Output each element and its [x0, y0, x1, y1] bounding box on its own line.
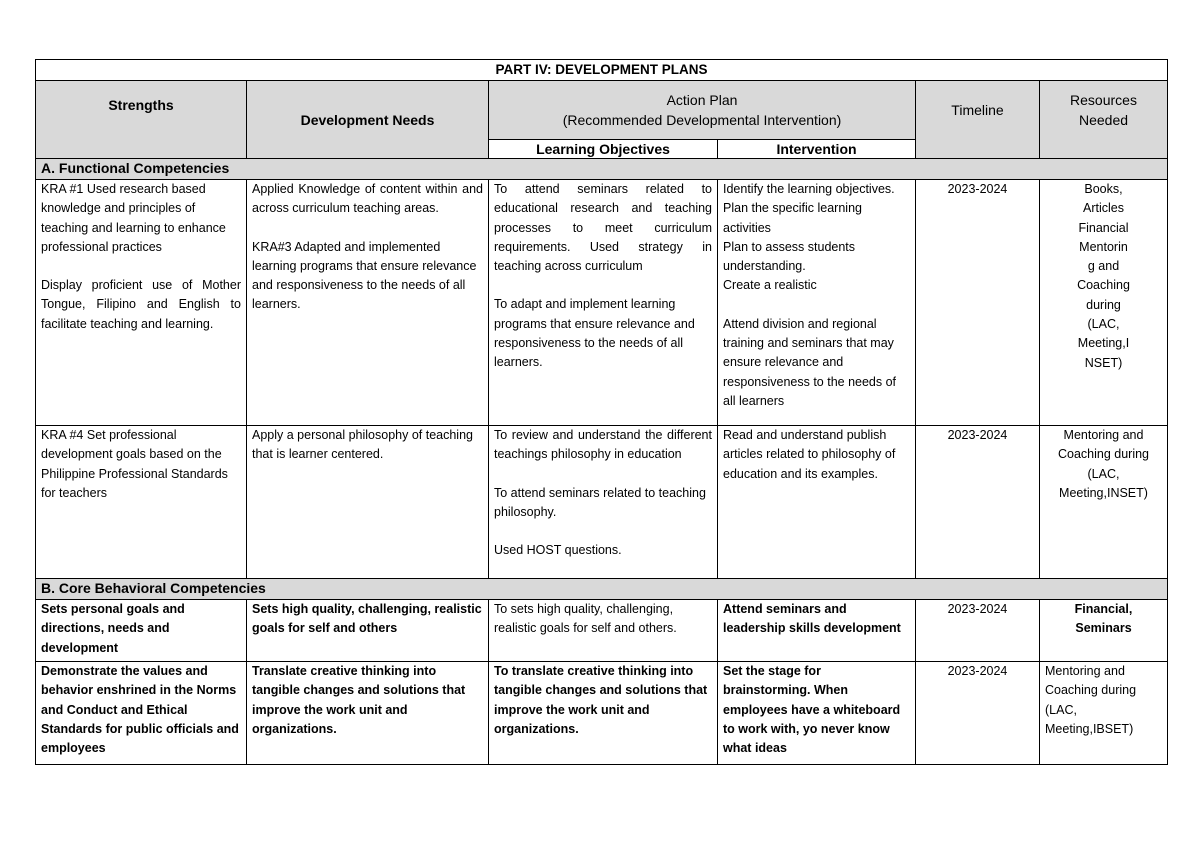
- section-functional-competencies: A. Functional Competencies: [36, 159, 1168, 180]
- action-plan-title: Action Plan: [666, 92, 738, 108]
- strength-cell: Demonstrate the values and behavior enshrined in the Norms and Conduct and Ethical Standards for public officials and employees: [36, 662, 247, 765]
- need-cell: [247, 180, 489, 426]
- header-strengths: Strengths: [36, 81, 247, 159]
- intervention-cell: Read and understand publish articles related to philosophy of education and its examples.: [718, 426, 916, 579]
- section-row: [36, 159, 1168, 180]
- intervention-text: Attend division and regional training and seminars that may ensure relevance and responsiveness to the needs of all learners: [723, 316, 897, 408]
- section-core-behavioral-competencies: B. Core Behavioral Competencies: [36, 579, 1168, 600]
- intervention-cell: Set the stage for brainstorming. When employees have a whiteboard to work with, yo never know what ideas: [718, 662, 916, 765]
- need-text: Applied Knowledge of content within and across curriculum teaching areas.: [252, 182, 483, 216]
- title-row: [36, 60, 1168, 81]
- strength-cell: Sets personal goals and directions, needs and development: [36, 600, 247, 662]
- action-plan-subtitle: (Recommended Developmental Intervention): [562, 112, 842, 128]
- objective-cell: To translate creative thinking into tangible changes and solutions that improve the work unit and organizations.: [489, 662, 718, 765]
- resource-line: Articles: [1083, 201, 1124, 216]
- objective-text: To attend seminars related to educational research and teaching processes to meet curriculum requirements. Used strategy in teaching across curriculum: [494, 182, 712, 274]
- page-title: PART IV: DEVELOPMENT PLANS: [36, 60, 1168, 81]
- resource-line: Books,: [1084, 182, 1123, 196]
- resources-cell: [1040, 180, 1168, 426]
- intervention-cell: [718, 180, 916, 426]
- timeline-cell: 2023-2024: [916, 426, 1040, 579]
- timeline-cell: 2023-2024: [916, 662, 1040, 765]
- header-learning-objectives: Learning Objectives: [489, 140, 718, 159]
- intervention-text: Identify the learning objectives.: [723, 182, 895, 196]
- header-action-plan: [489, 81, 916, 140]
- resources-cell: Financial, Seminars: [1040, 600, 1168, 662]
- table-row: [36, 426, 1168, 579]
- resource-line: Meeting,I: [1077, 336, 1130, 351]
- intervention-text: Plan to assess students understanding.: [723, 239, 856, 274]
- strength-text: KRA #1 Used research based knowledge and principles of teaching and learning to enhance professional practices: [41, 182, 226, 254]
- table-row: [36, 662, 1168, 765]
- table-row: [36, 180, 1168, 426]
- resource-line: Mentorin: [1079, 239, 1128, 254]
- strength-cell: KRA #4 Set professional development goals based on the Philippine Professional Standards for teachers: [36, 426, 247, 579]
- objective-text: To review and understand the different teachings philosophy in education: [494, 428, 712, 462]
- header-intervention: Intervention: [718, 140, 916, 159]
- need-cell: Sets high quality, challenging, realistic goals for self and others: [247, 600, 489, 662]
- objective-text: To adapt and implement learning programs that ensure relevance and responsiveness to the needs of all learners.: [494, 297, 695, 370]
- need-text: KRA#3 Adapted and implemented learning programs that ensure relevance and responsiveness to the needs of all learners.: [252, 239, 477, 312]
- intervention-cell: Attend seminars and leadership skills development: [718, 600, 916, 662]
- resource-line: NSET): [1084, 355, 1123, 370]
- table-row: [36, 600, 1168, 662]
- objective-cell: [489, 426, 718, 579]
- header-timeline: Timeline: [916, 81, 1040, 159]
- resources-cell: Mentoring and Coaching during (LAC, Meeting,INSET): [1040, 426, 1168, 579]
- resource-line: g and: [1087, 259, 1120, 274]
- intervention-text: Plan the specific learning activities: [723, 201, 862, 235]
- timeline-cell: 2023-2024: [916, 600, 1040, 662]
- objective-cell: To sets high quality, challenging, realistic goals for self and others.: [489, 600, 718, 662]
- need-cell: Translate creative thinking into tangible changes and solutions that improve the work unit and organizations.: [247, 662, 489, 765]
- intervention-text: Create a realistic: [723, 278, 817, 293]
- development-plan-table: [35, 59, 1168, 765]
- header-development-needs: Development Needs: [247, 81, 489, 159]
- header-resources: Resources Needed: [1040, 81, 1168, 159]
- timeline-cell: 2023-2024: [916, 180, 1040, 426]
- need-cell: Apply a personal philosophy of teaching that is learner centered.: [247, 426, 489, 579]
- resource-line: (LAC,: [1087, 317, 1120, 332]
- strength-text: Display proficient use of Mother Tongue, Filipino and English to facilitate teaching and learning.: [41, 278, 241, 331]
- resources-cell: Mentoring and Coaching during (LAC, Meeting,IBSET): [1040, 662, 1168, 765]
- objective-text: To attend seminars related to teaching philosophy.: [494, 485, 706, 519]
- strength-cell: [36, 180, 247, 426]
- resource-line: Coaching: [1077, 278, 1130, 293]
- resource-line: during: [1086, 297, 1121, 312]
- header-row: [36, 81, 1168, 140]
- objective-text: Used HOST questions.: [494, 543, 622, 558]
- resource-line: Financial: [1078, 220, 1129, 235]
- section-row: [36, 579, 1168, 600]
- objective-cell: [489, 180, 718, 426]
